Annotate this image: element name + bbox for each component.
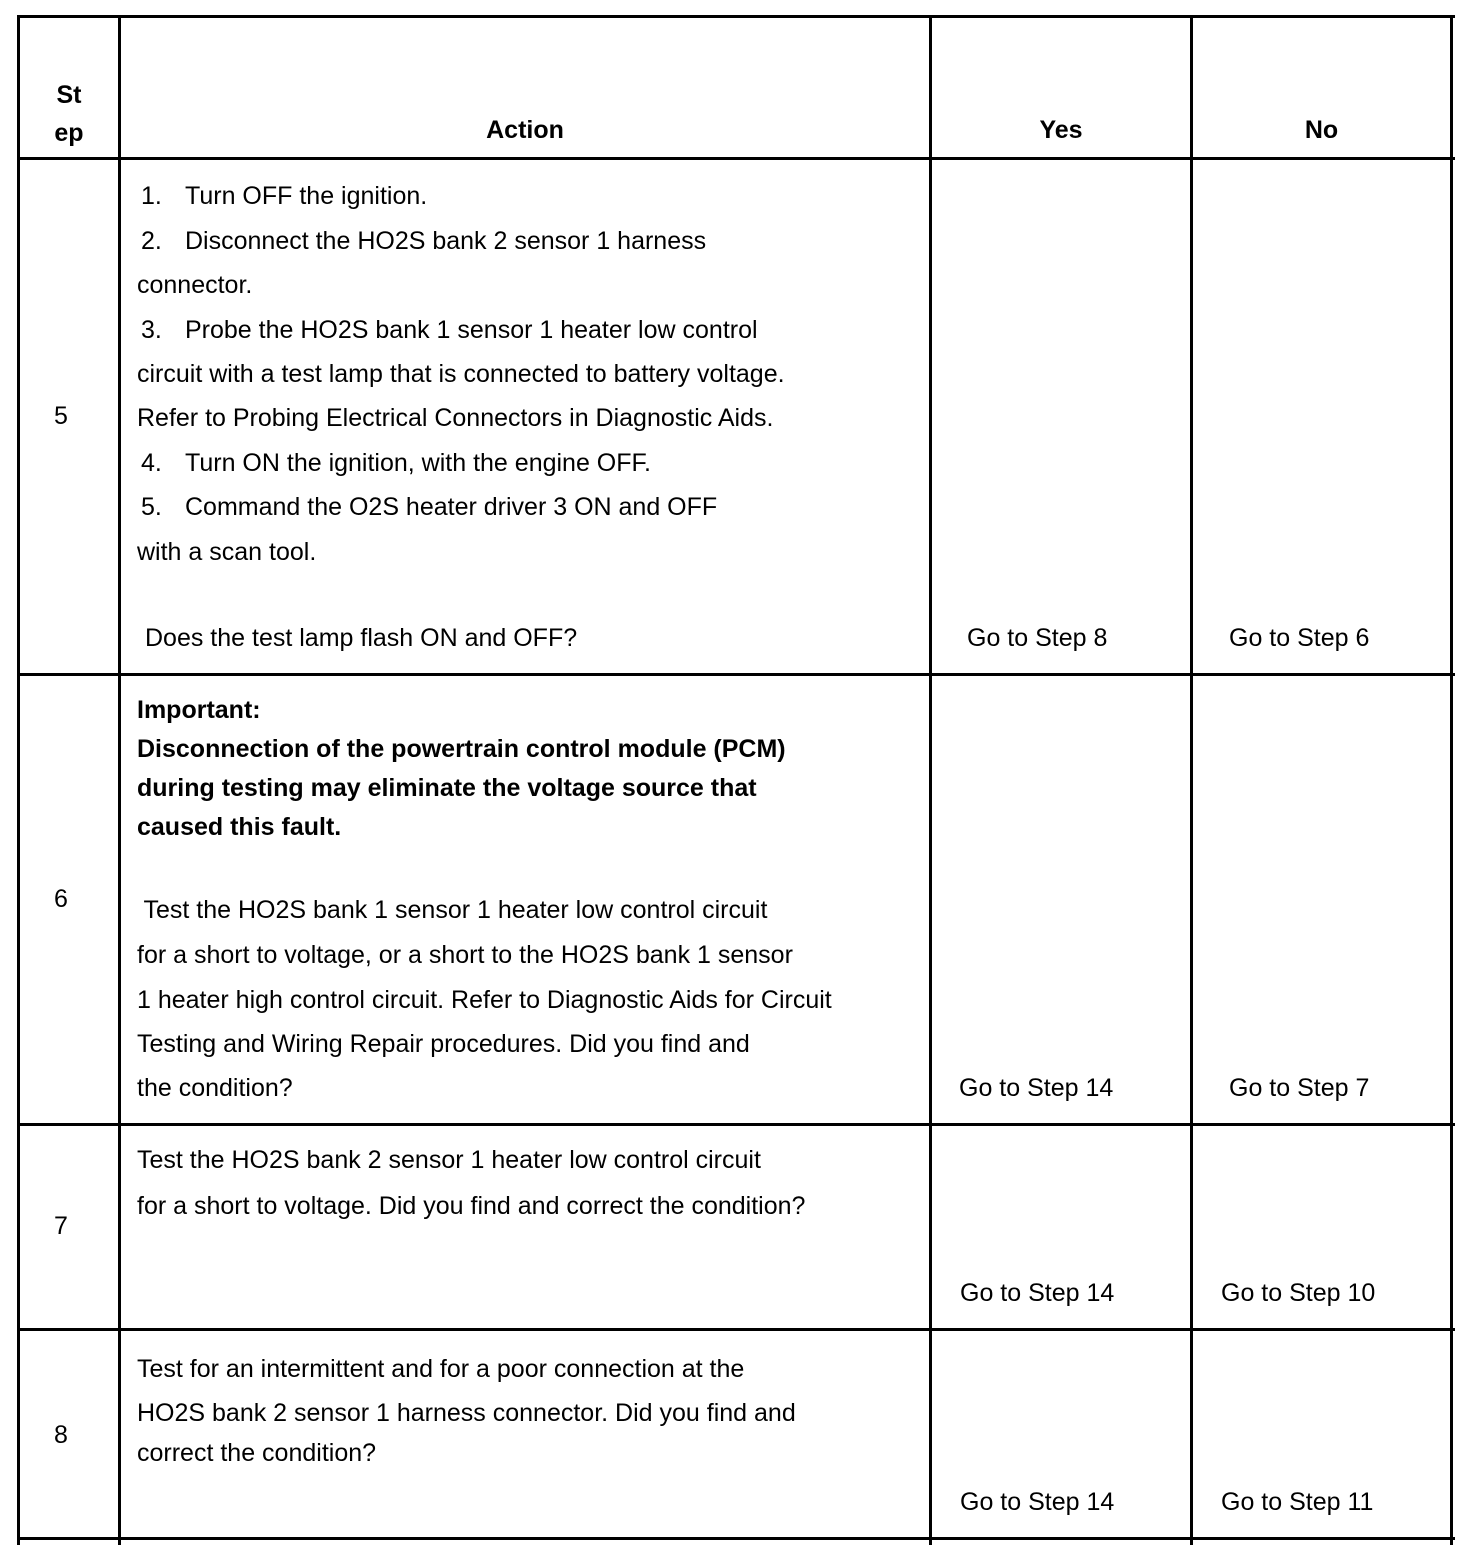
step-6-line-3: 1 heater high control circuit. Refer to Diagnostic Aids for Circuit — [137, 986, 832, 1014]
step-6-line-5: the condition? — [137, 1074, 293, 1102]
row-divider-5-6 — [17, 673, 1455, 676]
step-8-line-3: correct the condition? — [137, 1439, 377, 1467]
header-action: Action — [486, 116, 564, 144]
step-5-num-2: 2. — [141, 227, 162, 255]
step-5-num-3: 3. — [141, 316, 162, 344]
important-line-1: Disconnection of the powertrain control module (PCM) — [137, 735, 786, 763]
step-6-yes: Go to Step 14 — [959, 1074, 1114, 1102]
step-number-6: 6 — [54, 885, 68, 913]
step-5-text-1: Turn OFF the ignition. — [185, 182, 428, 210]
step-5-line-2 — [137, 226, 706, 256]
step-5-line-9: with a scan tool. — [137, 538, 317, 566]
step-6-no: Go to Step 7 — [1229, 1074, 1370, 1102]
step-5-num-5: 5. — [141, 493, 162, 521]
step-5-line-8 — [137, 492, 717, 522]
important-line-2: during testing may eliminate the voltage source that — [137, 774, 757, 802]
step-6-line-4: Testing and Wiring Repair procedures. Did you find and — [137, 1030, 750, 1058]
header-step-line2: ep — [54, 119, 84, 147]
step-8-yes: Go to Step 14 — [960, 1488, 1115, 1516]
step-5-line-1 — [137, 181, 427, 211]
step-8-no: Go to Step 11 — [1221, 1488, 1374, 1516]
column-divider-step-action — [118, 15, 121, 1545]
step-8-line-1: Test for an intermittent and for a poor connection at the — [137, 1355, 745, 1383]
header-step-line1: St — [56, 81, 82, 109]
step-5-num-1: 1. — [141, 182, 162, 210]
table-border-top — [17, 15, 1455, 18]
step-5-question: Does the test lamp flash ON and OFF? — [145, 624, 578, 652]
step-5-num-4: 4. — [141, 449, 162, 477]
table-border-left — [17, 15, 20, 1545]
step-7-yes: Go to Step 14 — [960, 1279, 1115, 1307]
step-number-8: 8 — [54, 1421, 68, 1449]
important-line-3: caused this fault. — [137, 813, 342, 841]
header-no: No — [1304, 116, 1339, 144]
step-6-line-1: Test the HO2S bank 1 sensor 1 heater low control circuit — [137, 896, 768, 924]
header-divider — [17, 157, 1455, 160]
column-divider-action-yes — [929, 15, 932, 1545]
important-label: Important: — [137, 696, 261, 724]
step-5-text-2: Disconnect the HO2S bank 2 sensor 1 harness — [185, 227, 707, 255]
step-8-line-2: HO2S bank 2 sensor 1 harness connector. Did you find and — [137, 1399, 796, 1427]
step-7-no: Go to Step 10 — [1221, 1279, 1376, 1307]
step-6-line-2: for a short to voltage, or a short to the HO2S bank 1 sensor — [137, 941, 793, 969]
header-step — [20, 76, 118, 152]
step-5-line-3: connector. — [137, 271, 253, 299]
step-7-line-1: Test the HO2S bank 2 sensor 1 heater low control circuit — [137, 1146, 761, 1174]
header-yes: Yes — [1039, 116, 1083, 144]
column-divider-yes-no — [1190, 15, 1193, 1545]
step-5-text-7: Turn ON the ignition, with the engine OFF. — [185, 449, 651, 477]
step-5-line-5: circuit with a test lamp that is connected to battery voltage. — [137, 360, 785, 388]
step-5-line-7 — [137, 448, 651, 478]
step-5-text-8: Command the O2S heater driver 3 ON and OFF — [185, 493, 718, 521]
step-7-line-2: for a short to voltage. Did you find and correct the condition? — [137, 1192, 806, 1220]
table-border-right — [1450, 15, 1453, 1545]
step-5-text-4: Probe the HO2S bank 1 sensor 1 heater low control — [185, 316, 758, 344]
step-5-yes: Go to Step 8 — [967, 624, 1108, 652]
step-number-7: 7 — [54, 1212, 68, 1240]
step-5-no: Go to Step 6 — [1229, 624, 1370, 652]
step-5-line-4 — [137, 315, 758, 345]
row-divider-6-7 — [17, 1123, 1455, 1126]
step-5-line-6: Refer to Probing Electrical Connectors in Diagnostic Aids. — [137, 404, 774, 432]
step-number-5: 5 — [54, 402, 68, 430]
table-border-bottom — [17, 1537, 1455, 1540]
row-divider-7-8 — [17, 1328, 1455, 1331]
